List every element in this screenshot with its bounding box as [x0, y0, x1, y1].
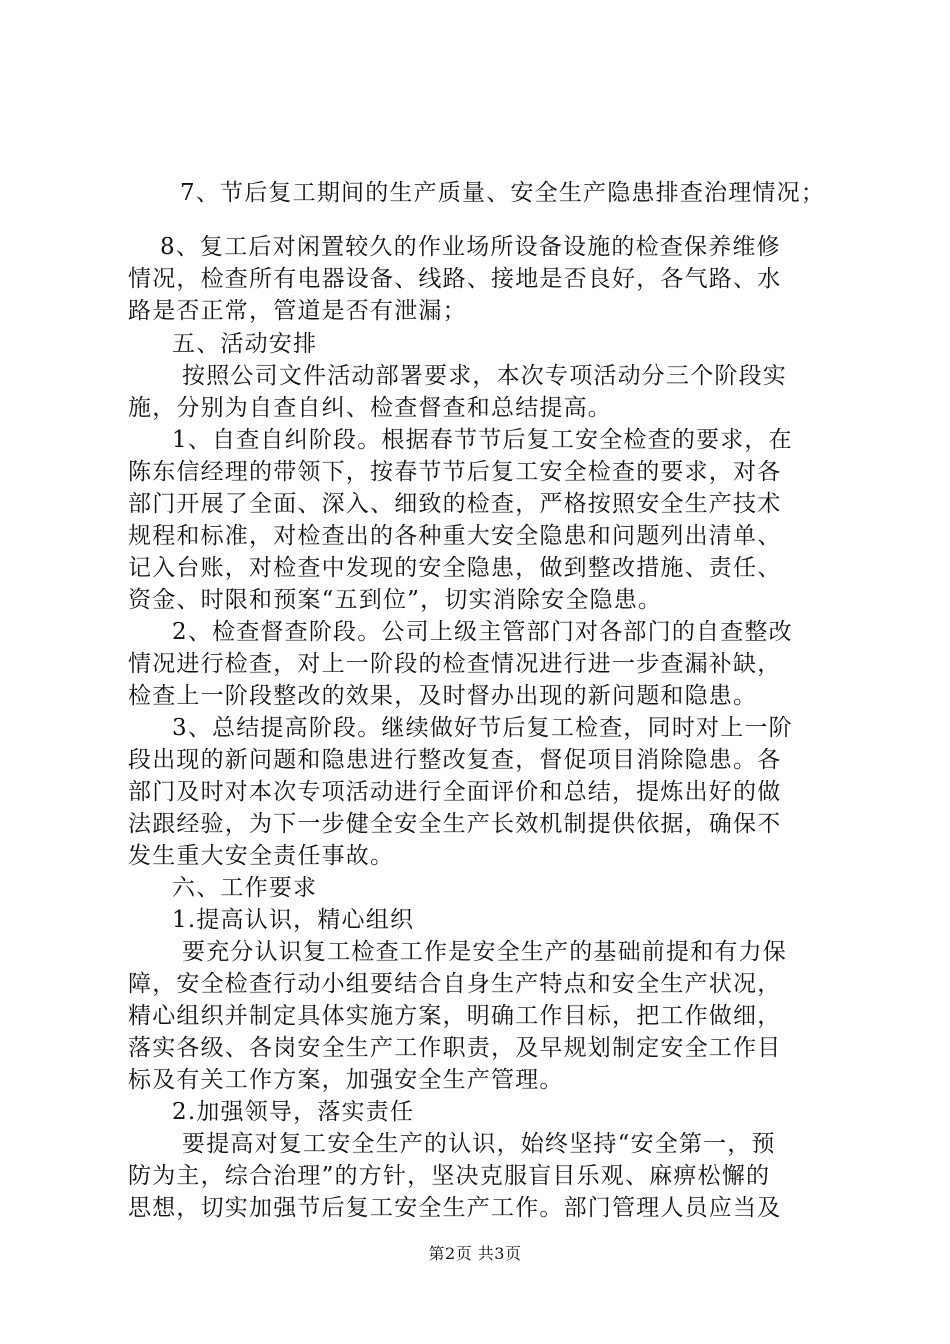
body-text-line: 防为主，综合治理”的方针，坚决克服盲目乐观、麻痹松懈的	[128, 1163, 771, 1189]
body-text-line: 五、活动安排	[172, 331, 318, 357]
body-text-line: 障，安全检查行动小组要结合自身生产特点和安全生产状况，	[128, 971, 782, 997]
body-text-line: 六、工作要求	[172, 875, 318, 901]
body-text-line: 3、总结提高阶段。继续做好节后复工检查，同时对上一阶	[172, 715, 793, 741]
body-text-line: 8、复工后对闲置较久的作业场所设备设施的检查保养维修	[160, 234, 781, 260]
body-text-line: 精心组织并制定具体实施方案，明确工作目标，把工作做细，	[128, 1003, 782, 1029]
body-text-line: 情况，检查所有电器设备、线路、接地是否良好，各气路、水	[128, 266, 782, 292]
body-text-line: 1.提高认识，精心组织	[172, 907, 415, 933]
body-text-line: 检查上一阶段整改的效果，及时督办出现的新问题和隐患。	[128, 683, 758, 709]
body-text-line: 部门开展了全面、深入、细致的检查，严格按照安全生产技术	[128, 491, 782, 517]
body-text-line: 落实各级、各岗安全生产工作职责，及早规划制定安全工作目	[128, 1035, 782, 1061]
body-text-line: 记入台账，对检查中发现的安全隐患，做到整改措施、责任、	[128, 555, 782, 581]
body-text-line: 1、自查自纠阶段。根据春节节后复工安全检查的要求，在	[172, 427, 793, 453]
body-text-line: 段出现的新问题和隐患进行整改复查，督促项目消除隐患。各	[128, 747, 782, 773]
body-text-line: 施，分别为自查自纠、检查督查和总结提高。	[128, 395, 612, 421]
body-text-line: 标及有关工作方案，加强安全生产管理。	[128, 1067, 564, 1093]
body-text-line: 法跟经验，为下一步健全安全生产长效机制提供依据，确保不	[128, 811, 782, 837]
body-text-line: 2.加强领导，落实责任	[172, 1099, 415, 1125]
body-text-line: 7、节后复工期间的生产质量、安全生产隐患排查治理情况；	[180, 180, 826, 206]
body-text-line: 要充分认识复工检查工作是安全生产的基础前提和有力保	[182, 939, 787, 965]
body-text-line: 发生重大安全责任事故。	[128, 843, 395, 869]
body-text-line: 按照公司文件活动部署要求，本次专项活动分三个阶段实	[182, 363, 787, 389]
body-text-line: 资金、时限和预案“五到位”，切实消除安全隐患。	[128, 587, 663, 613]
body-text-line: 规程和标准，对检查出的各种重大安全隐患和问题列出清单、	[128, 523, 782, 549]
body-text-line: 陈东信经理的带领下，按春节节后复工安全检查的要求，对各	[128, 459, 782, 485]
body-text-line: 2、检查督查阶段。公司上级主管部门对各部门的自查整改	[172, 619, 793, 645]
body-text-line: 路是否正常，管道是否有泄漏；	[128, 298, 467, 324]
page-footer: 第2页 共3页	[428, 1244, 522, 1263]
body-text-line: 思想，切实加强节后复工安全生产工作。部门管理人员应当及	[128, 1195, 782, 1221]
body-text-line: 情况进行检查，对上一阶段的检查情况进行进一步查漏补缺，	[128, 651, 782, 677]
body-text-line: 部门及时对本次专项活动进行全面评价和总结，提炼出好的做	[128, 779, 782, 805]
body-text-line: 要提高对复工安全生产的认识，始终坚持“安全第一，预	[182, 1131, 776, 1157]
